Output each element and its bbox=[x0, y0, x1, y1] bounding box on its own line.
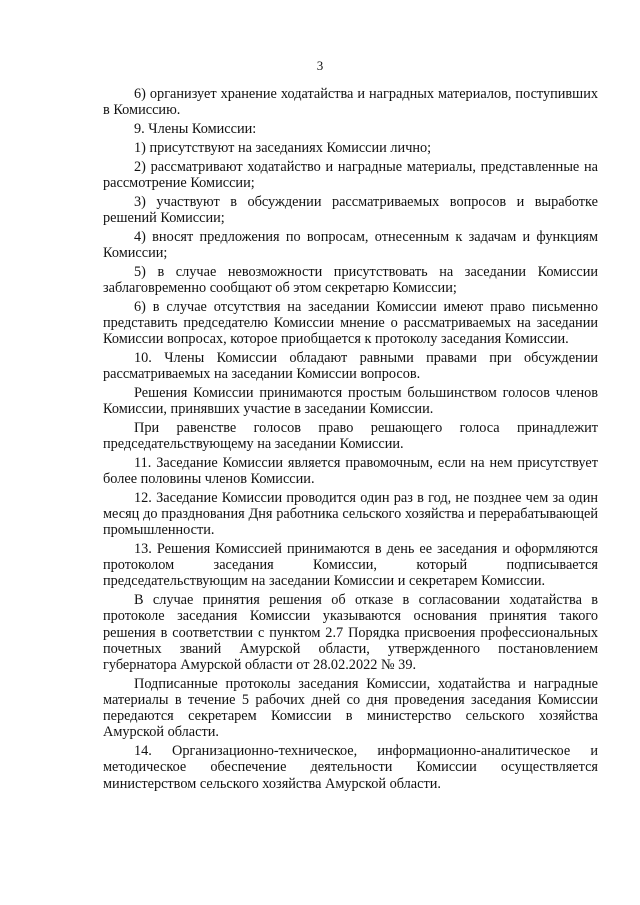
paragraph: 12. Заседание Комиссии проводится один раз в год, не позднее чем за один месяц до празднования Дня работника сельского хозяйства и перерабатывающей промышленности. bbox=[103, 489, 598, 539]
paragraph: 5) в случае невозможности присутствовать на заседании Комиссии заблаговременно сообщают об этом секретарю Комиссии; bbox=[103, 263, 598, 296]
paragraph: 11. Заседание Комиссии является правомочным, если на нем присутствует более половины членов Комиссии. bbox=[103, 454, 598, 487]
document-body bbox=[103, 86, 598, 794]
paragraph: 10. Члены Комиссии обладают равными правами при обсуждении рассматриваемых на заседании Комиссии вопросов. bbox=[103, 349, 598, 382]
paragraph: В случае принятия решения об отказе в согласовании ходатайства в протоколе заседания Комиссии указываются основания принятия такого решения в соответствии с пунктом 2.7 Порядка присвоения профессиональных почетных званий Амурской области, утвержденного постановлением губернатора Амурской области от 28.02.2022 № 39. bbox=[103, 592, 598, 674]
page-number: 3 bbox=[316, 58, 324, 73]
paragraph: 2) рассматривают ходатайство и наградные материалы, представленные на рассмотрение Комиссии; bbox=[103, 158, 598, 191]
paragraph: 3) участвуют в обсуждении рассматриваемых вопросов и выработке решений Комиссии; bbox=[103, 193, 598, 226]
paragraph: Подписанные протоколы заседания Комиссии, ходатайства и наградные материалы в течение 5 рабочих дней со дня проведения заседания Комиссии передаются секретарем Комиссии в министерство сельского хозяйства Амурской области. bbox=[103, 675, 598, 741]
paragraph: 4) вносят предложения по вопросам, отнесенным к задачам и функциям Комиссии; bbox=[103, 228, 598, 261]
paragraph: 6) организует хранение ходатайства и наградных материалов, поступивших в Комиссию. bbox=[103, 86, 598, 119]
paragraph: 6) в случае отсутствия на заседании Комиссии имеют право письменно представить председателю Комиссии мнение о рассматриваемых на заседании Комиссии вопросах, которое приобщается к протоколу заседания Комиссии. bbox=[103, 298, 598, 347]
paragraph: 1) присутствуют на заседаниях Комиссии лично; bbox=[134, 139, 432, 156]
paragraph: 9. Члены Комиссии: bbox=[134, 121, 257, 137]
paragraph: Решения Комиссии принимаются простым большинством голосов членов Комиссии, принявших участие в заседании Комиссии. bbox=[103, 384, 598, 417]
paragraph: 14. Организационно-техническое, информационно-аналитическое и методическое обеспечение деятельности Комиссии осуществляется министерством сельского хозяйства Амурской области. bbox=[103, 743, 598, 792]
paragraph: При равенстве голосов право решающего голоса принадлежит председательствующему на заседании Комиссии. bbox=[103, 419, 598, 452]
paragraph: 13. Решения Комиссией принимаются в день ее заседания и оформляются протоколом заседания Комиссии, который подписывается председательствующим на заседании Комиссии и секретарем Комиссии. bbox=[103, 541, 598, 590]
